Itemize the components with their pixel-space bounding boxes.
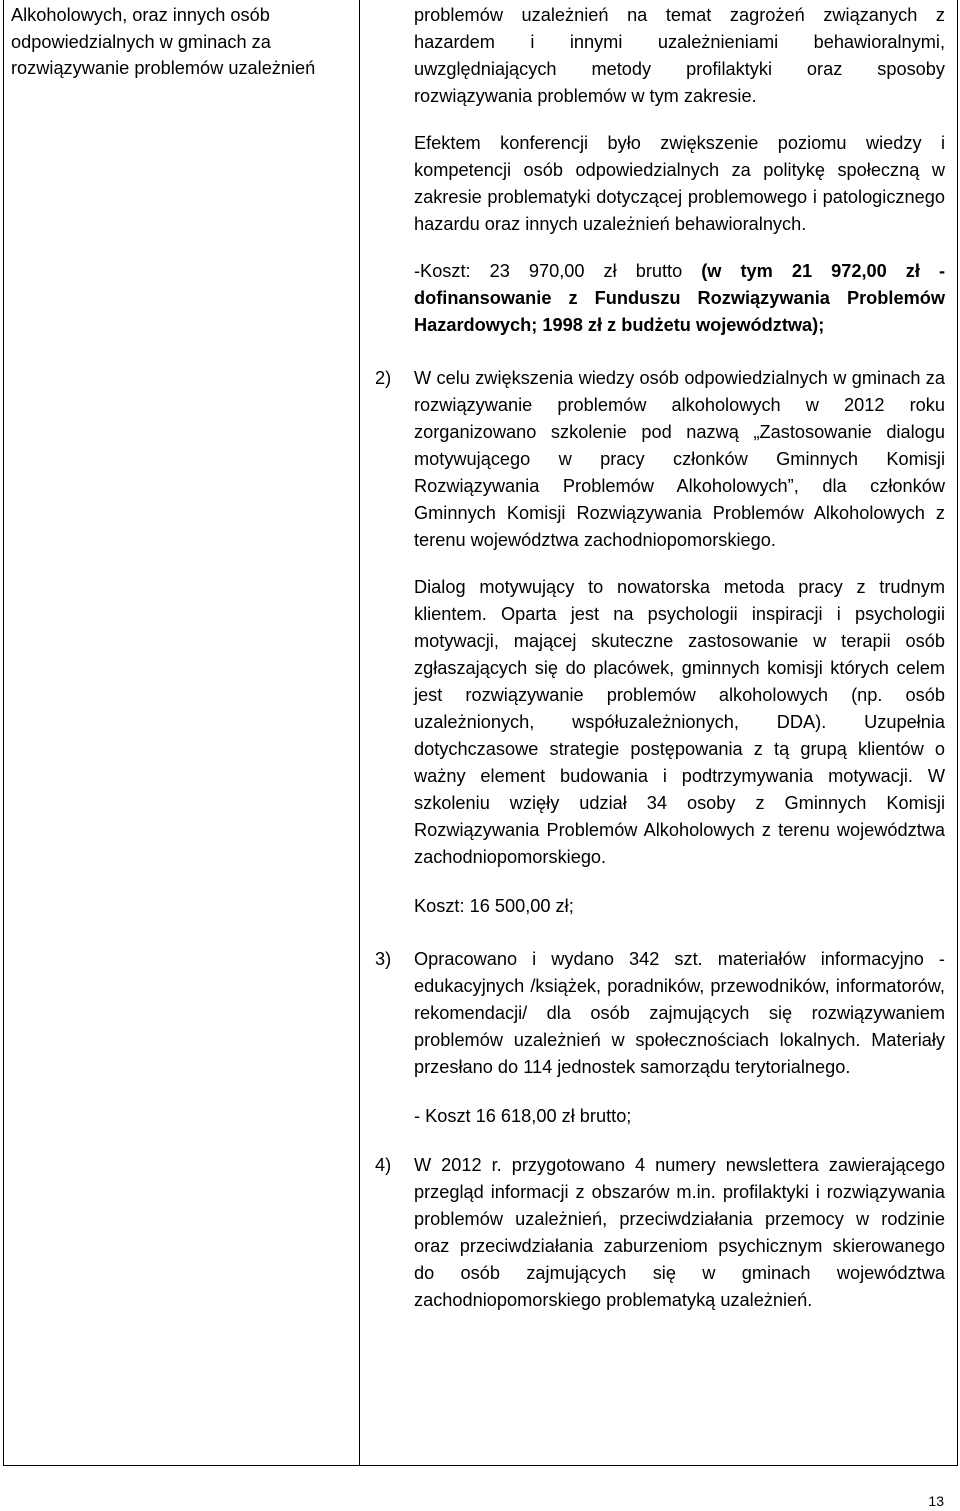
item-3-number: 3) — [375, 949, 392, 969]
cost-paragraph-1 — [375, 258, 945, 339]
cost-1-prefix: -Koszt: 23 970,00 zł brutto — [414, 261, 702, 281]
item-3-cost: - Koszt 16 618,00 zł brutto; — [414, 1106, 632, 1126]
left-cell-text: Alkoholowych, oraz innych osób odpowiedzialnych w gminach za rozwiązywanie problemów uzależnień — [11, 5, 316, 78]
left-column-cell — [11, 2, 351, 82]
effect-paragraph: Efektem konferencji było zwiększenie poziomu wiedzy i kompetencji osób odpowiedzialnych za politykę społeczną w zakresie problematyki dotyczącej problemowego i patologicznego hazardu oraz innych uzależnień behawioralnych. — [414, 133, 945, 234]
list-item-2 — [375, 365, 945, 554]
column-divider — [359, 0, 360, 1466]
right-column-cell — [375, 2, 945, 1314]
item-2-text: W celu zwiększenia wiedzy osób odpowiedzialnych w gminach za rozwiązywanie problemów alkoholowych w 2012 roku zorganizowano szkolenie pod nazwą „Zastosowanie dialogu motywującego w pracy członków Gminnych Komisji Rozwiązywania Problemów Alkoholowych”, dla członków Gminnych Komisji Rozwiązywania Problemów Alkoholowych z terenu województwa zachodniopomorskiego. — [414, 368, 945, 550]
cost-1-bold: (w tym 21 972,00 zł - dofinansowanie z Funduszu Rozwiązywania Problemów Hazardowych; 1998 zł z budżetu województwa); — [414, 261, 945, 335]
item-4-text: W 2012 r. przygotowano 4 numery newslettera zawierającego przegląd informacji z obszarów m.in. profilaktyki i rozwiązywania problemów uzależnień, przeciwdziałania przemocy w rodzinie oraz przeciwdziałania zaburzeniom psychicznym skierowanego do osób zajmujących się w gminach województwa zachodniopomorskiego problematyką uzależnień. — [414, 1155, 945, 1310]
list-item-3 — [375, 946, 945, 1081]
item-2-dialog-paragraph: Dialog motywujący to nowatorska metoda pracy z trudnym klientem. Oparta jest na psychologii inspiracji i psychologii motywacji, mającej skuteczne zastosowanie w terapii osób zgłaszających się do placówek, gminnych komisji których celem jest rozwiązywanie problemów alkoholowych (np. osób uzależnionych, współuzależnionych, DDA). Uzupełnia dotychczasowe strategie postępowania z tą grupą klientów o ważny element budowania i podtrzymywania motywacji. W szkoleniu wzięły udział 34 osoby z Gminnych Komisji Rozwiązywania Problemów Alkoholowych z terenu województwa zachodniopomorskiego. — [414, 577, 945, 867]
intro-paragraph: problemów uzależnień na temat zagrożeń związanych z hazardem i innymi uzależnieniami behawioralnymi, uwzględniających metody profilaktyki oraz sposoby rozwiązywania problemów w tym zakresie. — [414, 5, 945, 106]
item-2-number: 2) — [375, 368, 392, 388]
item-2-cost: Koszt: 16 500,00 zł; — [414, 896, 574, 916]
list-item-4 — [375, 1152, 945, 1314]
item-3-text: Opracowano i wydano 342 szt. materiałów informacyjno - edukacyjnych /książek, poradników, przewodników, informatorów, rekomendacji/ dla osób zajmujących się rozwiązywaniem problemów uzależnień w społecznościach lokalnych. Materiały przesłano do 114 jednostek samorządu terytorialnego. — [414, 949, 945, 1077]
page-number: 13 — [928, 1493, 944, 1509]
item-4-number: 4) — [375, 1155, 392, 1175]
